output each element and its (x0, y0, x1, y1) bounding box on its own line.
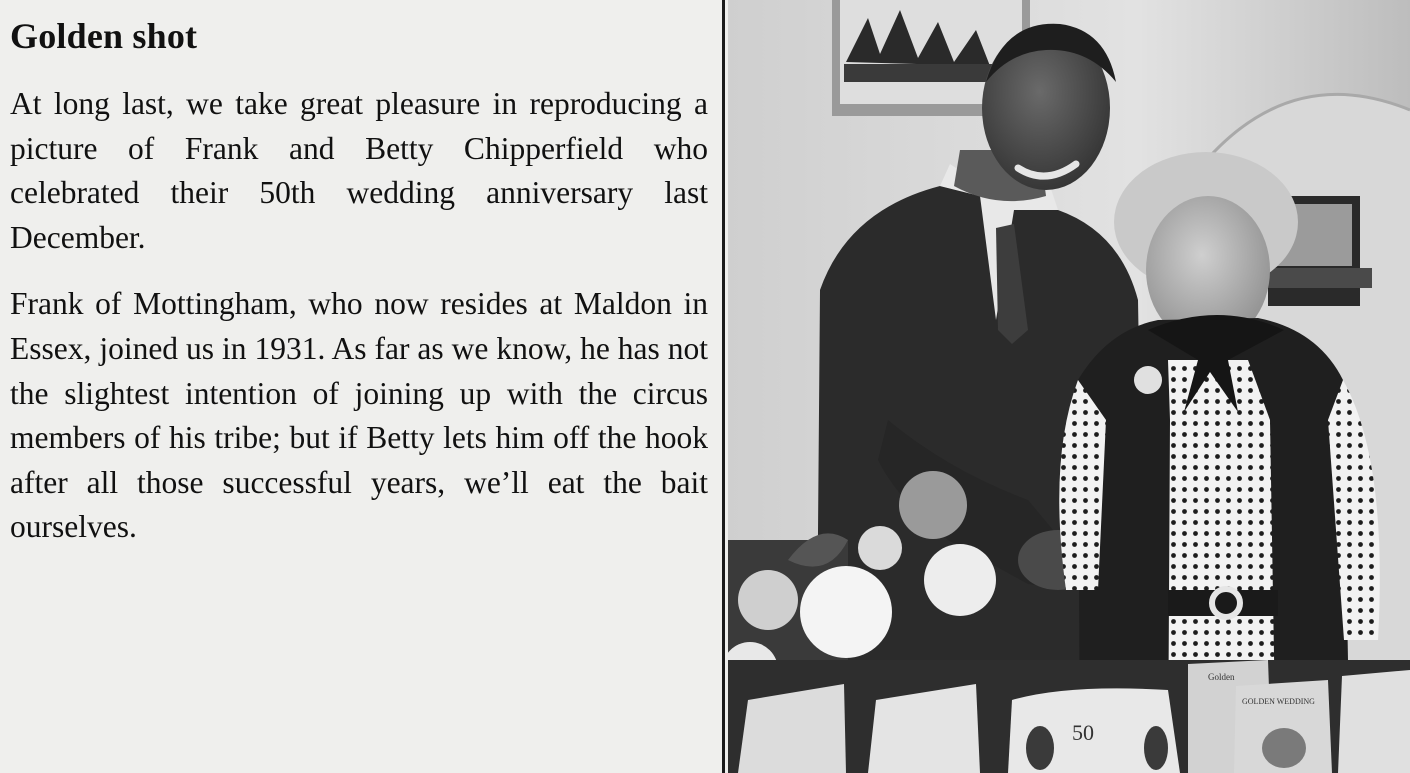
anniversary-cake (1008, 688, 1180, 773)
article-paragraph-1: At long last, we take great pleasure in reproducing a picture of Frank and Betty Chipperfield who celebrated their 50th wedding anniversary last December. (10, 86, 708, 255)
article-paragraph-2: Frank of Mottingham, who now resides at Maldon in Essex, joined us in 1931. As far as we know, he has not the slightest intention of joining up with the circus members of his tribe; but if Betty lets him off the hook after all those successful years, we’ll eat the bait ourselves. (10, 286, 708, 545)
card-text-golden-wedding: GOLDEN WEDDING (1242, 697, 1315, 706)
card-text-golden: Golden (1208, 672, 1235, 682)
article-text-column (10, 12, 708, 550)
cake-number: 50 (1072, 720, 1094, 745)
column-divider (722, 0, 725, 773)
anniversary-photo (728, 0, 1410, 773)
article-headline: Golden shot (10, 16, 198, 56)
